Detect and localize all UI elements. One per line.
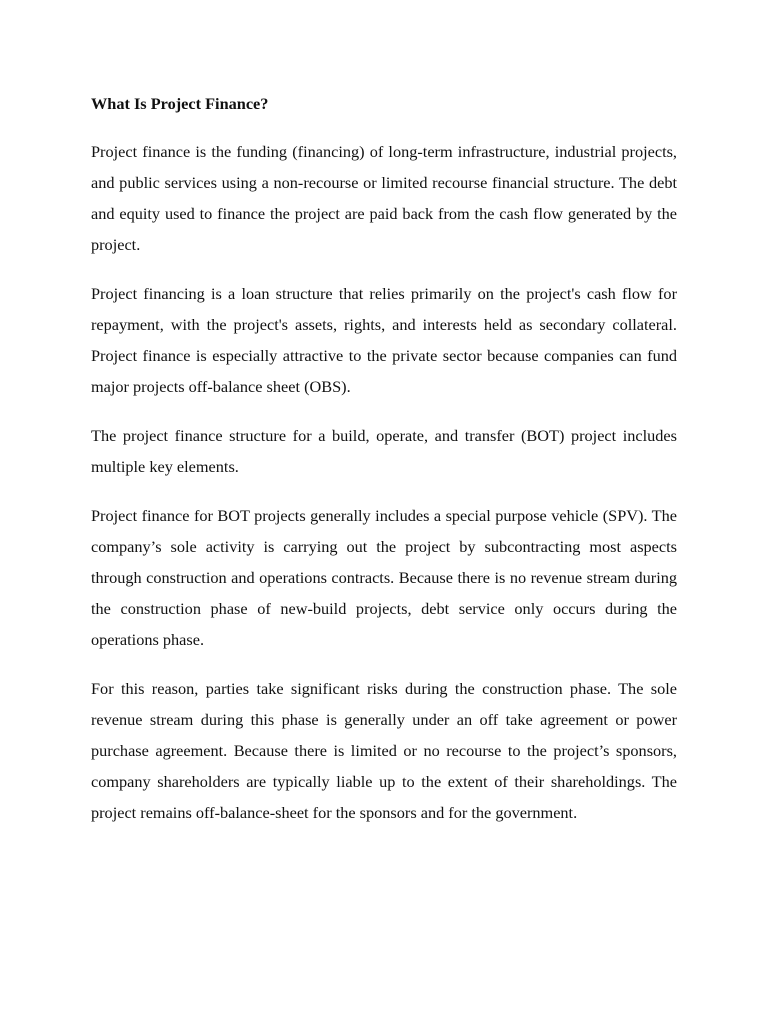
paragraph-definition: Project finance is the funding (financing) of long-term infrastructure, industrial projects, and public services using a non-recourse or limited recourse financial structure. The debt and equity used to finance the project are paid back from the cash flow generated by the project. — [91, 142, 677, 254]
paragraph-bot-structure: The project finance structure for a build, operate, and transfer (BOT) project includes multiple key elements. — [91, 426, 677, 476]
paragraph-spv: Project finance for BOT projects generally includes a special purpose vehicle (SPV). The company’s sole activity is carrying out the project by subcontracting most aspects through construction and operations contracts. Because there is no revenue stream during the construction phase of new-build projects, debt service only occurs during the operations phase. — [91, 506, 677, 649]
paragraph-risks: For this reason, parties take significant risks during the construction phase. The sole revenue stream during this phase is generally under an off take agreement or power purchase agreement. Because there is limited or no recourse to the project’s sponsors, company shareholders are typically liable up to the extent of their shareholdings. The project remains off-balance-sheet for the sponsors and for the government. — [91, 679, 677, 822]
document-body — [91, 90, 677, 846]
document-title: What Is Project Finance? — [91, 94, 269, 113]
paragraph-loan-structure: Project financing is a loan structure that relies primarily on the project's cash flow for repayment, with the project's assets, rights, and interests held as secondary collateral. Project finance is especially attractive to the private sector because companies can fund major projects off-balance sheet (OBS). — [91, 284, 677, 396]
